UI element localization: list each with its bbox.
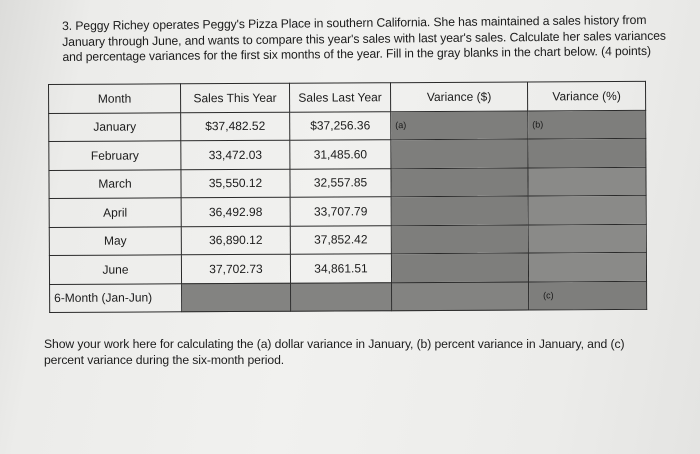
variance-dollar-blank[interactable] bbox=[391, 224, 528, 253]
month-cell: March bbox=[49, 169, 181, 198]
variance-dollar-blank[interactable] bbox=[391, 167, 528, 196]
sales-last-year-cell: $37,256.36 bbox=[290, 111, 391, 140]
header-variance-dollar: Variance ($) bbox=[390, 82, 527, 111]
sales-this-year-cell: 35,550.12 bbox=[181, 169, 290, 198]
sales-this-year-cell: $37,482.52 bbox=[181, 112, 290, 141]
variance-dollar-blank[interactable] bbox=[391, 196, 528, 225]
six-month-variance-percent-blank[interactable] bbox=[529, 281, 647, 310]
variance-dollar-blank[interactable] bbox=[391, 110, 528, 139]
variance-percent-blank[interactable] bbox=[528, 224, 646, 253]
answer-tag-b: (b) bbox=[532, 119, 544, 130]
table-row bbox=[49, 195, 646, 227]
month-cell: January bbox=[49, 112, 181, 141]
table-row bbox=[49, 110, 646, 142]
answer-tag-a: (a) bbox=[395, 120, 407, 131]
sales-this-year-cell: 33,472.03 bbox=[181, 140, 290, 169]
sales-last-year-cell: 37,852.42 bbox=[290, 225, 391, 254]
six-month-sales-this-year-blank[interactable] bbox=[182, 283, 291, 312]
sales-last-year-cell: 31,485.60 bbox=[290, 140, 391, 169]
variance-dollar-blank[interactable] bbox=[391, 253, 528, 282]
table-row bbox=[49, 252, 646, 284]
month-cell: June bbox=[49, 255, 181, 284]
sales-last-year-cell: 32,557.85 bbox=[290, 168, 391, 197]
variance-dollar-blank[interactable] bbox=[391, 139, 528, 168]
header-sales-last-year: Sales Last Year bbox=[289, 83, 390, 112]
sales-this-year-cell: 36,492.98 bbox=[181, 197, 290, 226]
variance-percent-blank[interactable] bbox=[528, 167, 646, 196]
header-month: Month bbox=[49, 84, 181, 113]
month-cell: February bbox=[49, 141, 181, 170]
sales-this-year-cell: 37,702.73 bbox=[181, 254, 290, 283]
answer-tag-c: (c) bbox=[543, 290, 554, 301]
header-variance-percent: Variance (%) bbox=[527, 81, 645, 110]
sales-last-year-cell: 34,861.51 bbox=[290, 254, 391, 283]
variance-percent-blank[interactable] bbox=[528, 110, 646, 139]
table-row bbox=[49, 138, 646, 170]
six-month-label: 6-Month (Jan-Jun) bbox=[50, 283, 182, 312]
variance-percent-blank[interactable] bbox=[528, 195, 646, 224]
sales-variance-table bbox=[48, 81, 647, 313]
problem-statement: 3. Peggy Richey operates Peggy's Pizza Place in southern California. She has maintained a sales history from January through June, and wants to compare this year's sales with last year's sales. Calculate her sales variances and percentage variances for the first six months of the year. Fill in the gray blanks in the chart below. (4 points) bbox=[62, 12, 666, 64]
header-sales-this-year: Sales This Year bbox=[181, 83, 290, 112]
table-row bbox=[49, 167, 646, 199]
month-cell: April bbox=[49, 198, 181, 227]
table-total-row bbox=[50, 281, 647, 313]
variance-percent-blank[interactable] bbox=[528, 252, 646, 281]
table-header-row bbox=[49, 81, 646, 113]
table-row bbox=[49, 224, 646, 256]
six-month-variance-dollar-blank[interactable] bbox=[392, 281, 529, 310]
variance-percent-blank[interactable] bbox=[528, 138, 646, 167]
sales-this-year-cell: 36,890.12 bbox=[181, 226, 290, 255]
work-instructions: Show your work here for calculating the (a) dollar variance in January, (b) percent variance in January, and (c) percent variance during the six-month period. bbox=[44, 337, 625, 367]
month-cell: May bbox=[49, 226, 181, 255]
six-month-sales-last-year-blank[interactable] bbox=[291, 282, 392, 311]
sales-last-year-cell: 33,707.79 bbox=[290, 197, 391, 226]
